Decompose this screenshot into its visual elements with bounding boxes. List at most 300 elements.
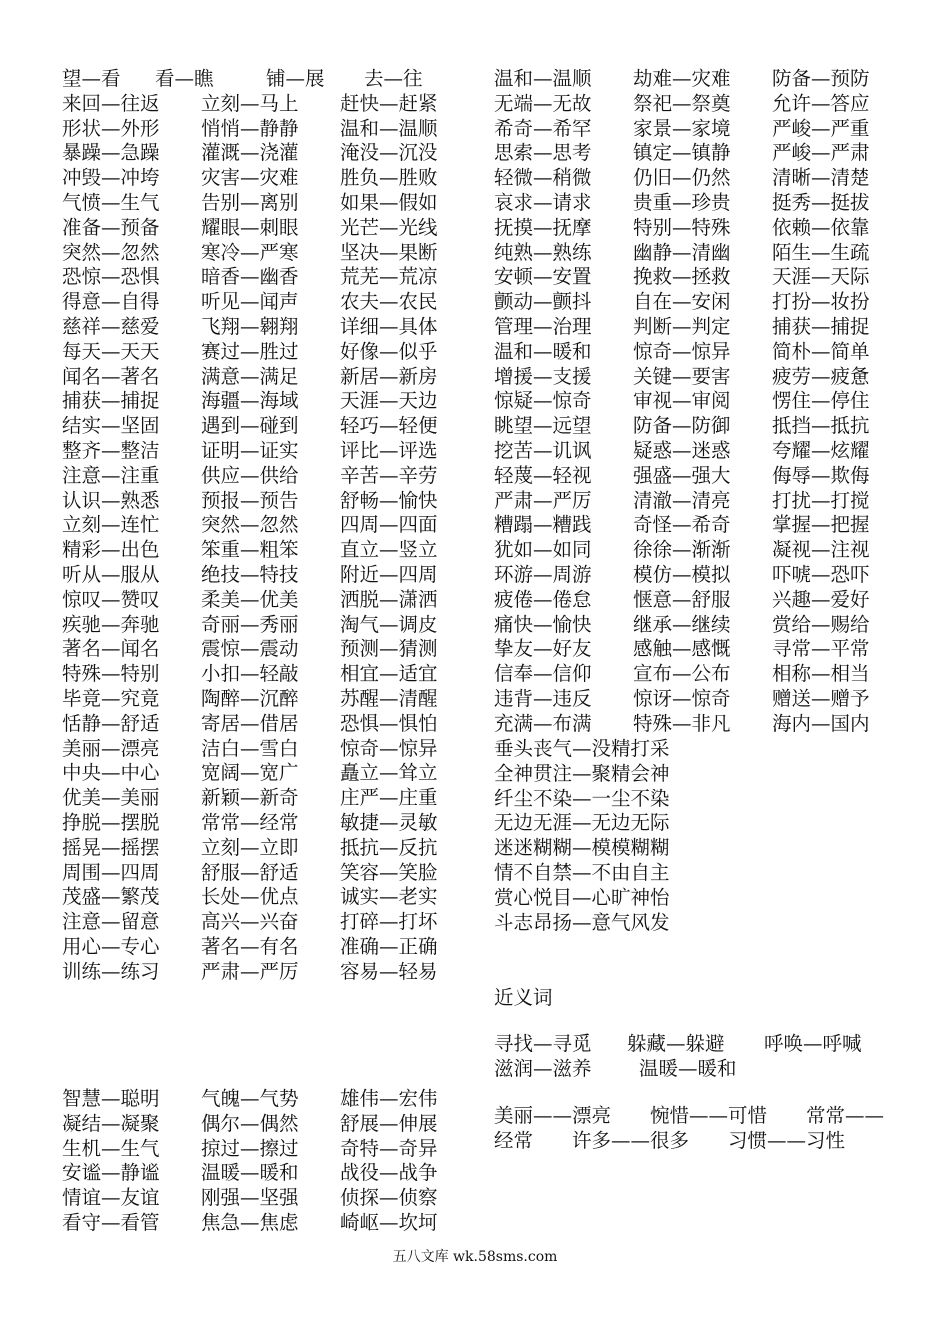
synonym-pair: 胜负—胜败 [340,166,438,190]
synonym-pair: 笑容—笑脸 [340,860,438,884]
synonym-pair: 准备—预备 [62,215,160,239]
synonym-pair: 奇怪—希奇 [633,513,731,537]
synonym-pair: 闻名—著名 [62,364,160,388]
synonym-row [494,637,911,662]
synonym-row [62,935,479,960]
synonym-row [494,464,911,489]
synonym-row [494,414,911,439]
synonym-pair: 遇到—碰到 [201,414,299,438]
synonym-pair: 绝技—特技 [201,562,299,586]
synonym-pair: 注意—留意 [62,910,160,934]
synonym-pair: 暴躁—急躁 [62,141,160,165]
synonym-pair: 掌握—把握 [772,513,870,537]
synonym-row [494,1032,894,1057]
synonym-pair: 呼唤—呼喊 [764,1032,862,1055]
synonym-row [62,1137,479,1162]
synonym-pair: 思索—思考 [494,141,592,165]
footer-watermark: 五八文库 wk.58sms.com [392,1249,558,1265]
synonym-pair: 著名—有名 [201,934,299,958]
synonym-row [62,340,479,365]
synonym-pair: 荒芜—荒凉 [340,265,438,289]
synonym-pair: 暗香—幽香 [201,265,299,289]
synonym-pair: 环游—周游 [494,562,592,586]
synonym-row [62,1161,479,1186]
synonym-pair: 安顿—安置 [494,265,592,289]
synonym-row [62,761,479,786]
idiom-pair: 垂头丧气—没精打采 [494,737,670,760]
synonym-pair: 清澈—清亮 [633,488,731,512]
synonym-pair: 疲倦—倦怠 [494,587,592,611]
synonym-pair: 关键—要害 [633,364,731,388]
synonym-pair: 耀眼—刺眼 [201,215,299,239]
synonym-pair: 防备—预防 [772,67,870,90]
synonym-pair: 立刻—立即 [201,835,299,859]
synonym-pair: 洁白—雪白 [201,736,299,760]
synonym-pair: 家景—家境 [633,116,731,140]
synonym-pair: 侦探—侦察 [340,1186,438,1210]
synonym-row [494,216,911,241]
synonym-pair: 矗立—耸立 [340,761,438,785]
synonym-pair: 陶醉—沉醉 [201,686,299,710]
synonym-pair: 气魄—气势 [201,1087,299,1110]
synonym-row [494,538,911,563]
synonym-pair: 寄居—借居 [201,711,299,735]
synonym-pair: 慈祥—慈爱 [62,314,160,338]
synonym-row [494,687,911,712]
idiom-pair: 纤尘不染—一尘不染 [494,786,670,810]
synonym-pair: 愣住—停住 [772,389,870,413]
synonym-pair: 淘气—调皮 [340,612,438,636]
synonym-pair: 疲劳—疲惫 [772,364,870,388]
synonym-pair: 海疆—海域 [201,389,299,413]
synonym-pair: 挖苦—讥讽 [494,438,592,462]
synonym-pair: 充满—布满 [494,711,592,735]
synonym-pair: 预报—预告 [201,488,299,512]
synonym-pair: 摇晃—摇摆 [62,835,160,859]
synonym-pair: 直立—竖立 [340,538,438,562]
synonym-row [62,786,479,811]
synonym-pair: 抵挡—抵抗 [772,414,870,438]
synonym-pair: 严峻—严肃 [772,141,870,165]
synonym-row [494,166,911,191]
synonym-pair: 继承—继续 [633,612,731,636]
synonym-pair: 整齐—整洁 [62,438,160,462]
synonym-pair: 抚摸—抚摩 [494,215,592,239]
synonym-row [62,563,479,588]
synonym-row [62,464,479,489]
synonym-pair: 立刻—连忙 [62,513,160,537]
synonym-pair: 美丽—漂亮 [62,736,160,760]
synonym-pair: 相宜—适宜 [340,662,438,686]
synonym-pair: 新居—新房 [340,364,438,388]
synonym-row [494,315,911,340]
synonym-pair: 满意—满足 [201,364,299,388]
synonym-row [494,141,911,166]
synonym-pair: 掠过—擦过 [201,1136,299,1160]
synonym-pair: 铺—展 [266,67,325,90]
synonym-pair: 惬意—舒服 [633,587,731,611]
synonym-pair: 温和—温顺 [494,67,592,90]
synonym-pair: 恐惧—惧怕 [340,711,438,735]
synonym-row [62,1087,479,1112]
synonym-pair: 恬静—舒适 [62,711,160,735]
synonym-row [62,241,479,266]
synonym-row [62,712,479,737]
section-title: 近义词 [494,986,553,1009]
synonym-row [62,960,479,985]
synonym-pair: 凝视—注视 [772,538,870,562]
synonym-pair: 寻找—寻觅 [494,1032,592,1055]
synonym-pair: 辛苦—辛劳 [340,463,438,487]
synonym-pair: 防备—防御 [633,414,731,438]
synonym-pair: 告别—离别 [201,190,299,214]
synonym-pair: 舒服—舒适 [201,860,299,884]
synonym-pair: 惊讶—惊奇 [633,686,731,710]
synonym-pair: 赶快—赶紧 [340,91,438,115]
synonym-pair: 滋润—滋养 [494,1056,592,1080]
synonym-pair: 茂盛—繁茂 [62,885,160,909]
synonym-pair: 兴趣—爱好 [772,587,870,611]
synonym-pair: 庄严—庄重 [340,786,438,810]
synonym-row [494,67,911,92]
synonym-pair: 吓唬—恐吓 [772,562,870,586]
synonym-row [62,885,479,910]
synonym-pair: 感触—感慨 [633,637,731,661]
synonym-pair: 悄悄—静静 [201,116,299,140]
synonym-pair: 轻巧—轻便 [340,414,438,438]
synonym-pair: 赛过—胜过 [201,339,299,363]
synonym-row [494,712,911,737]
synonym-pair: 抵抗—反抗 [340,835,438,859]
synonym-pair: 自在—安闲 [633,290,731,314]
synonym-pair: 灌溉—浇灌 [201,141,299,165]
synonym-row [494,365,911,390]
synonym-pair: 痛快—愉快 [494,612,592,636]
synonym-pair: 贵重—珍贵 [633,190,731,214]
synonym-row [494,613,911,638]
synonym-pair: 奇丽—秀丽 [201,612,299,636]
synonym-pair: 判断—判定 [633,314,731,338]
synonym-pair: 常常—经常 [201,810,299,834]
synonym-row [62,315,479,340]
synonym-pair: 焦急—焦虑 [201,1210,299,1234]
synonym-pair: 中央—中心 [62,761,160,785]
synonym-pair: 违背—违反 [494,686,592,710]
synonym-row [494,92,911,117]
synonym-pair: 徐徐—渐渐 [633,538,731,562]
synonym-pair: 舒畅—愉快 [340,488,438,512]
synonym-pair: 突然—忽然 [201,513,299,537]
synonym-row [494,290,911,315]
synonym-row [62,265,479,290]
synonym-pair: 四周—四面 [340,513,438,537]
synonym-pair: 哀求—请求 [494,190,592,214]
synonym-pair: 依赖—依靠 [772,215,870,239]
synonym-pair: 相称—相当 [772,662,870,686]
synonym-pair: 强盛—强大 [633,463,731,487]
synonym-pair: 注意—注重 [62,463,160,487]
synonym-pair: 洒脱—潇洒 [340,587,438,611]
synonym-row [62,811,479,836]
synonym-pair: 准确—正确 [340,934,438,958]
synonym-pair: 看—瞧 [155,67,214,90]
synonym-pair: 寒冷—严寒 [201,240,299,264]
synonym-pair: 安谧—静谧 [62,1161,160,1185]
synonym-pair: 刚强—坚强 [201,1186,299,1210]
synonym-row [494,513,911,538]
synonym-pair: 评比—评选 [340,438,438,462]
synonym-pair: 听见—闻声 [201,290,299,314]
synonym-pair: 躲藏—躲避 [627,1032,725,1055]
synonym-row [62,489,479,514]
synonym-pair: 柔美—优美 [201,587,299,611]
synonym-pair: 训练—练习 [62,959,160,983]
synonym-row [494,241,911,266]
synonym-pair: 简朴—简单 [772,339,870,363]
synonym-pair: 偶尔—偶然 [201,1111,299,1135]
synonym-pair: 立刻—马上 [201,91,299,115]
synonym-row [62,662,479,687]
synonym-row [62,513,479,538]
synonym-pair: 苏醒—清醒 [340,686,438,710]
synonym-row [62,439,479,464]
synonym-pair: 形状—外形 [62,116,160,140]
synonym-pair: 如果—假如 [340,190,438,214]
synonym-pair: 听从—服从 [62,562,160,586]
idiom-pair: 斗志昂扬—意气风发 [494,910,670,934]
synonym-pair: 温暖—暖和 [201,1161,299,1185]
synonym-row [494,117,911,142]
synonym-row [494,191,911,216]
synonym-pair: 战役—战争 [340,1161,438,1185]
synonym-row [494,265,911,290]
synonym-pair: 精彩—出色 [62,538,160,562]
synonym-row [62,613,479,638]
synonym-pair: 轻蔑—轻视 [494,463,592,487]
synonym-pair: 智慧—聪明 [62,1087,160,1110]
synonym-pair: 寻常—平常 [772,637,870,661]
synonym-pair: 惊叹—赞叹 [62,587,160,611]
synonym-pair: 纯熟—熟练 [494,240,592,264]
idiom-pair: 无边无涯—无边无际 [494,811,670,835]
synonym-pair: 温暖—暖和 [639,1056,737,1080]
synonym-pair: 挣脱—摆脱 [62,810,160,834]
synonym-row [62,861,479,886]
synonym-pair: 天涯—天边 [340,389,438,413]
synonym-pair: 温和—暖和 [494,339,592,363]
synonym-pair: 夸耀—炫耀 [772,438,870,462]
synonym-pair: 挚友—好友 [494,637,592,661]
synonym-pair: 挺秀—挺拔 [772,190,870,214]
synonym-pair: 凝结—凝聚 [62,1111,160,1135]
synonym-pair: 糟蹋—糟践 [494,513,592,537]
synonym-pair: 气愤—生气 [62,190,160,214]
synonym-row [62,389,479,414]
synonym-pair: 每天—天天 [62,339,160,363]
synonym-pair: 惊奇—惊异 [340,736,438,760]
synonym-pair: 疾驰—奔驰 [62,612,160,636]
synonym-row [62,117,479,142]
left-top-column [62,67,479,984]
synonym-pair: 幽静—清幽 [633,240,731,264]
synonym-pair: 证明—证实 [201,438,299,462]
synonym-row [494,563,911,588]
synonym-pair: 严肃—严厉 [201,959,299,983]
synonym-pair: 打扰—打搅 [772,488,870,512]
synonym-row [62,910,479,935]
synonym-pair: 模仿—模拟 [633,562,731,586]
synonym-pair: 信奉—信仰 [494,662,592,686]
synonym-pair: 著名—闻名 [62,637,160,661]
synonym-pair: 严峻—严重 [772,116,870,140]
synonym-pair: 望—看 [62,67,121,90]
synonym-pair: 奇特—奇异 [340,1136,438,1160]
synonym-pair: 笨重—粗笨 [201,538,299,562]
synonym-pair: 震惊—震动 [201,637,299,661]
synonym-pair: 新颖—新奇 [201,786,299,810]
synonym-row [62,141,479,166]
synonym-row [62,166,479,191]
synonym-row [62,216,479,241]
synonym-pair: 惊疑—惊奇 [494,389,592,413]
synonym-row [494,439,911,464]
synonym-pair: 供应—供给 [201,463,299,487]
synonym-pair: 诚实—老实 [340,885,438,909]
synonym-pair: 淹没—沉没 [340,141,438,165]
synonym-pair: 赠送—赠予 [772,686,870,710]
idiom-pair: 情不自禁—不由自主 [494,860,670,884]
synonym-row [62,588,479,613]
synonym-pair: 犹如—如同 [494,538,592,562]
synonym-pair: 坚决—果断 [340,240,438,264]
idiom-pair: 迷迷糊糊—模模糊糊 [494,836,670,860]
synonym-row [62,836,479,861]
synonym-pair: 生机—生气 [62,1136,160,1160]
synonym-pair: 灾害—灾难 [201,166,299,190]
synonym-pair: 捕获—捕捉 [772,314,870,338]
synonym-pair: 结实—坚固 [62,414,160,438]
extra-synonyms [494,1032,894,1082]
synonym-paragraph: 美丽——漂亮 惋惜——可惜 常常——经常 许多——很多 习惯——习性 [494,1104,885,1152]
synonym-row [494,1057,894,1082]
synonym-pair: 高兴—兴奋 [201,910,299,934]
synonym-pair: 疑惑—迷惑 [633,438,731,462]
synonym-pair: 预测—猜测 [340,637,438,661]
synonym-pair: 陌生—生疏 [772,240,870,264]
synonym-pair: 冲毁—冲垮 [62,166,160,190]
synonym-row [62,67,479,92]
synonym-pair: 飞翔—翱翔 [201,314,299,338]
synonym-row [62,637,479,662]
synonym-pair: 宽阔—宽广 [201,761,299,785]
synonym-pair: 赏给—赐给 [772,612,870,636]
synonym-pair: 特殊—非凡 [633,711,731,735]
synonym-pair: 特别—特殊 [633,215,731,239]
synonym-pair: 仍旧—仍然 [633,166,731,190]
synonym-pair: 敏捷—灵敏 [340,810,438,834]
synonym-pair: 农夫—农民 [340,290,438,314]
synonym-pair: 宣布—公布 [633,662,731,686]
right-column [494,67,911,737]
synonym-row [62,687,479,712]
synonym-pair: 小扣—轻敲 [201,662,299,686]
idiom-pair: 赏心悦目—心旷神怡 [494,885,670,909]
synonym-pair: 周围—四周 [62,860,160,884]
synonym-pair: 审视—审阅 [633,389,731,413]
synonym-row [62,414,479,439]
synonym-pair: 舒展—伸展 [340,1111,438,1135]
synonym-pair: 温和—温顺 [340,116,438,140]
synonym-row [494,662,911,687]
synonym-row [62,1211,479,1236]
synonym-pair: 无端—无故 [494,91,592,115]
synonym-row [62,191,479,216]
synonym-pair: 镇定—镇静 [633,141,731,165]
synonym-pair: 来回—往返 [62,91,160,115]
synonym-pair: 得意—自得 [62,290,160,314]
synonym-row [494,389,911,414]
synonym-pair: 挽救—拯救 [633,265,731,289]
synonym-pair: 详细—具体 [340,314,438,338]
synonym-pair: 轻微—稍微 [494,166,592,190]
synonym-row [62,737,479,762]
synonym-pair: 容易—轻易 [340,959,438,983]
synonym-pair: 天涯—天际 [772,265,870,289]
synonym-pair: 增援—支援 [494,364,592,388]
synonym-pair: 附近—四周 [340,562,438,586]
synonym-row [494,489,911,514]
synonym-pair: 惊奇—惊异 [633,339,731,363]
synonym-pair: 希奇—希罕 [494,116,592,140]
synonym-pair: 情谊—友谊 [62,1186,160,1210]
synonym-pair: 劫难—灾难 [633,67,731,90]
synonym-pair: 用心—专心 [62,934,160,958]
synonym-pair: 打扮—妆扮 [772,290,870,314]
synonym-pair: 认识—熟悉 [62,488,160,512]
synonym-pair: 光芒—光线 [340,215,438,239]
synonym-row [494,340,911,365]
synonym-row [62,92,479,117]
synonym-pair: 崎岖—坎坷 [340,1210,438,1234]
synonym-row [62,290,479,315]
synonym-pair: 侮辱—欺侮 [772,463,870,487]
synonym-pair: 好像—似乎 [340,339,438,363]
synonym-row [62,1186,479,1211]
synonym-pair: 允许—答应 [772,91,870,115]
synonym-pair: 海内—国内 [772,711,870,735]
synonym-pair: 雄伟—宏伟 [340,1087,438,1110]
synonym-row [62,538,479,563]
synonym-pair: 颤动—颤抖 [494,290,592,314]
left-bottom-column [62,1087,479,1236]
synonym-pair: 祭祀—祭奠 [633,91,731,115]
synonym-pair: 突然—忽然 [62,240,160,264]
idiom-list [494,737,670,935]
synonym-row [494,588,911,613]
synonym-row [62,1112,479,1137]
synonym-pair: 看守—看管 [62,1210,160,1234]
idiom-pair: 全神贯注—聚精会神 [494,761,670,785]
synonym-pair: 优美—美丽 [62,786,160,810]
synonym-pair: 管理—治理 [494,314,592,338]
synonym-pair: 长处—优点 [201,885,299,909]
synonym-pair: 毕竟—究竟 [62,686,160,710]
synonym-pair: 打碎—打坏 [340,910,438,934]
synonym-pair: 清晰—清楚 [772,166,870,190]
synonym-pair: 去—往 [364,67,423,90]
synonym-pair: 捕获—捕捉 [62,389,160,413]
synonym-pair: 恐惊—恐惧 [62,265,160,289]
